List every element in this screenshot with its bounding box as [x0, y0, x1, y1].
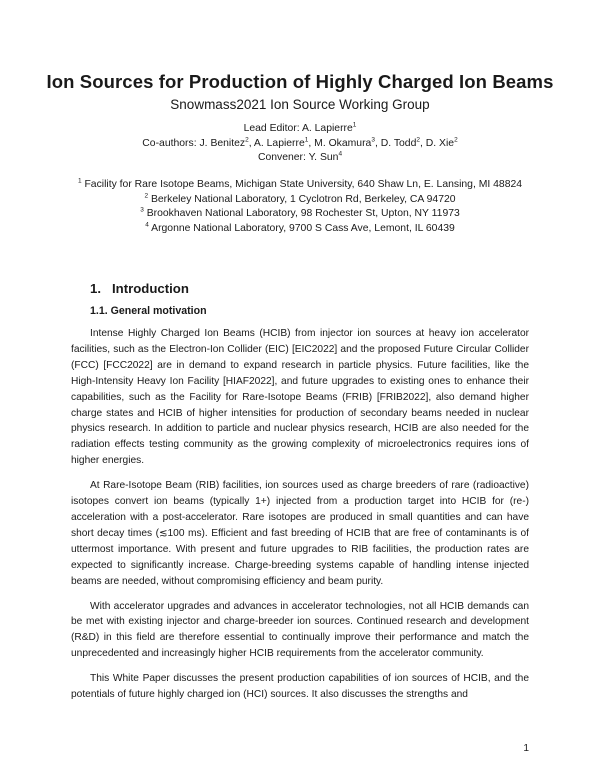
convener-line — [0, 151, 600, 166]
affiliation-line — [0, 193, 600, 208]
affiliation-marker: 2 — [454, 136, 458, 144]
affiliation-marker: 2 — [245, 136, 249, 144]
paragraph: Intense Highly Charged Ion Beams (HCIB) from injector ion sources at heavy ion accelerator facilities, such as the Electron-Ion Collider (EIC) [EIC2022] and the proposed Future Circular Collider (FCC) [FCC2022] are in demand to expand research in particle physics. Future facilities, like the High-Intensity Heavy Ion Facility [HIAF2022], and future upgrades to existing ones to enhance their capabilities, such as the Facility for Rare-Isotope Beams (FRIB) [FRIB2022], also demand higher charge states and HCIB of higher intensities for production of secondary beams needed in nuclear physics research. In addition to particle and nuclear physics research, HCIB are also needed for the radiation effects testing community as the growing complexity of microelectronics requires ions of higher energies. — [71, 328, 529, 467]
affiliation-marker: 1 — [352, 121, 357, 129]
paper-title: Ion Sources for Production of Highly Charged Ion Beams — [46, 71, 554, 92]
affiliation-number: 3 — [140, 206, 144, 214]
affiliation-text: Berkeley National Laboratory, 1 Cyclotron Rd, Berkeley, CA 94720 — [150, 193, 456, 205]
affiliation-number: 1 — [77, 177, 82, 185]
subsection-heading: 1.1. General motivation — [90, 305, 207, 317]
section-number: 1. — [90, 281, 101, 296]
coauthor-name: Co-authors: J. Benitez — [142, 137, 246, 149]
affiliation-marker: 3 — [371, 136, 375, 144]
body-text — [71, 326, 529, 712]
affiliation-line — [0, 207, 600, 222]
coauthor-name: , A. Lapierre — [248, 137, 305, 149]
coauthors-line — [0, 137, 600, 152]
affiliation-marker: 1 — [304, 136, 309, 144]
affiliation-line — [0, 222, 600, 237]
affiliation-number: 4 — [145, 221, 149, 229]
paragraph: With accelerator upgrades and advances in accelerator technologies, not all HCIB demands can be met with existing injector and charge-breeder ion sources. Continued research and development (R&D) in this field are therefore essential to continually improve their performance and match the unprecedented and increasingly higher HCIB requirements from the accelerator community. — [71, 600, 529, 660]
page-number: 1 — [523, 743, 529, 754]
section-title: Introduction — [112, 281, 189, 296]
coauthor-name: , D. Xie — [419, 137, 455, 149]
section-heading — [90, 281, 189, 296]
affiliation-text: Brookhaven National Laboratory, 98 Rochester St, Upton, NY 11973 — [146, 208, 460, 219]
affiliation-marker: 4 — [338, 150, 343, 158]
affiliation-marker: 2 — [416, 136, 420, 144]
convener-label: Convener: Y. Sun — [257, 152, 339, 163]
affiliation-text: Argonne National Laboratory, 9700 S Cass Ave, Lemont, IL 60439 — [151, 222, 455, 234]
author-credits — [0, 122, 600, 166]
paragraph: At Rare-Isotope Beam (RIB) facilities, ion sources used as charge breeders of rare (radioactive) isotopes convert ion beams (typically 1+) injected from a production target into HCIB for (re-) acceleration with a post-accelerator. Rare isotopes are produced in small quantities and can have short decay times (≲100 ms). Efficient and fast breeding of HCIB that are free of contaminants is of uttermost importance. With present and future upgrades to RIB facilities, the production rates are expected to significantly increase. Charge-breeding systems capable of handling intense injected beams are needed, without compromising efficiency and beam purity. — [71, 480, 529, 587]
affiliation-line — [0, 178, 600, 193]
affiliations-list — [0, 178, 600, 236]
paragraph: This White Paper discusses the present production capabilities of ion sources of HCIB, and the potentials of future highly charged ion (HCI) sources. It also discusses the strengths and — [71, 673, 529, 701]
lead-editor-label: Lead Editor: A. Lapierre — [243, 123, 353, 134]
paper-subtitle: Snowmass2021 Ion Source Working Group — [170, 97, 430, 112]
affiliation-text: Facility for Rare Isotope Beams, Michigan State University, 640 Shaw Ln, E. Lansing, MI 48824 — [84, 179, 523, 190]
affiliation-number: 2 — [144, 192, 149, 200]
coauthor-name: , D. Todd — [374, 137, 417, 149]
coauthor-name: , M. Okamura — [308, 137, 372, 149]
lead-editor-line — [0, 122, 600, 137]
